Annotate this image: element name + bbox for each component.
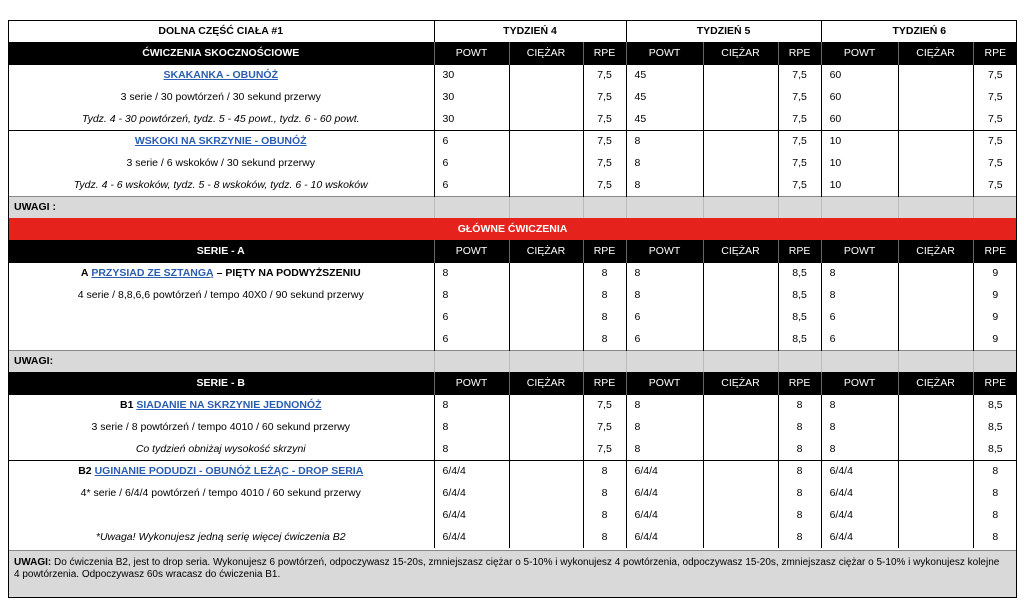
value-cell: 8,5 xyxy=(778,262,821,284)
value-cell xyxy=(509,262,583,284)
value-cell: 6 xyxy=(434,306,509,328)
value-cell: 8 xyxy=(821,284,898,306)
value-cell xyxy=(898,284,973,306)
value-cell: 7,5 xyxy=(778,152,821,174)
value-cell xyxy=(509,482,583,504)
value-cell: 8,5 xyxy=(778,328,821,350)
exercise-description: 3 serie / 30 powtórzeń / 30 sekund przerwy xyxy=(120,91,321,103)
value-cell: 7,5 xyxy=(778,174,821,196)
value-cell xyxy=(703,152,778,174)
value-cell xyxy=(509,174,583,196)
remarks-label: UWAGI : xyxy=(8,196,434,218)
value-cell: 8 xyxy=(626,394,703,416)
footer-remarks-text: Do ćwiczenia B2, jest to drop seria. Wykonujesz 6 powtórzeń, odpoczywasz 15-20s, zmniejszasz ciężar o 5-10% i wykonujesz 4 powtórzenia, odpoczywasz 15-20s, zmniejszasz ciężar o 5-10% i wykonujesz kolejne 4 powtórzenia. Odpoczywasz 60s wracasz do ćwiczenia B1. xyxy=(14,557,1000,580)
exercise-description: 3 serie / 6 wskoków / 30 sekund przerwy xyxy=(126,157,315,169)
value-cell: 8 xyxy=(973,482,1017,504)
exercise-cell xyxy=(8,394,434,416)
value-cell: 8 xyxy=(434,284,509,306)
exercise-cell xyxy=(8,482,434,504)
exercise-cell xyxy=(8,108,434,130)
exercise-cell xyxy=(8,262,434,284)
value-cell xyxy=(898,262,973,284)
value-cell xyxy=(898,152,973,174)
empty-cell xyxy=(583,350,626,372)
exercise-cell xyxy=(8,152,434,174)
series-a-header: SERIE - A xyxy=(8,240,434,262)
table-row xyxy=(8,86,1017,108)
empty-cell xyxy=(973,350,1017,372)
table-row xyxy=(8,130,1017,152)
value-cell: 6/4/4 xyxy=(821,460,898,482)
remarks-label-row xyxy=(8,350,1017,372)
empty-cell xyxy=(583,196,626,218)
exercise-cell xyxy=(8,306,434,328)
col-label-ciezar: CIĘŻAR xyxy=(703,240,778,262)
value-cell xyxy=(703,416,778,438)
col-label-ciezar: CIĘŻAR xyxy=(509,372,583,394)
value-cell: 7,5 xyxy=(583,108,626,130)
value-cell: 7,5 xyxy=(778,130,821,152)
exercise-prefix: A xyxy=(80,267,89,280)
value-cell: 8 xyxy=(626,152,703,174)
title-row xyxy=(8,20,1017,42)
col-label-rpe: RPE xyxy=(583,42,626,64)
empty-cell xyxy=(509,350,583,372)
value-cell: 6 xyxy=(434,152,509,174)
value-cell: 6/4/4 xyxy=(821,504,898,526)
value-cell: 7,5 xyxy=(583,438,626,460)
value-cell: 9 xyxy=(973,328,1017,350)
exercise-note: Co tydzień obniżaj wysokość skrzyni xyxy=(135,442,306,455)
value-cell: 8 xyxy=(583,526,626,548)
value-cell: 10 xyxy=(821,174,898,196)
value-cell xyxy=(509,526,583,548)
value-cell: 6 xyxy=(821,306,898,328)
table-row xyxy=(8,306,1017,328)
value-cell: 8,5 xyxy=(973,438,1017,460)
value-cell xyxy=(509,64,583,86)
empty-cell xyxy=(626,350,703,372)
empty-cell xyxy=(898,350,973,372)
value-cell xyxy=(898,328,973,350)
value-cell xyxy=(509,284,583,306)
value-cell xyxy=(703,130,778,152)
value-cell xyxy=(703,284,778,306)
value-cell: 7,5 xyxy=(583,64,626,86)
col-label-powt: POWT xyxy=(434,240,509,262)
exercise-note: Tydz. 4 - 30 powtórzeń, tydz. 5 - 45 powt., tydz. 6 - 60 powt. xyxy=(81,112,360,125)
value-cell: 8 xyxy=(583,284,626,306)
value-cell: 6 xyxy=(434,328,509,350)
series-b-header-row xyxy=(8,372,1017,394)
value-cell: 7,5 xyxy=(583,152,626,174)
value-cell: 8 xyxy=(583,482,626,504)
table-row xyxy=(8,416,1017,438)
value-cell: 8 xyxy=(434,438,509,460)
value-cell: 30 xyxy=(434,108,509,130)
value-cell: 6/4/4 xyxy=(821,526,898,548)
value-cell xyxy=(509,416,583,438)
value-cell: 9 xyxy=(973,262,1017,284)
col-label-ciezar: CIĘŻAR xyxy=(898,42,973,64)
value-cell: 7,5 xyxy=(583,394,626,416)
empty-cell xyxy=(703,196,778,218)
value-cell xyxy=(509,328,583,350)
value-cell: 9 xyxy=(973,284,1017,306)
empty-cell xyxy=(898,196,973,218)
series-a-header-row xyxy=(8,240,1017,262)
exercise-cell xyxy=(8,328,434,350)
value-cell xyxy=(509,460,583,482)
value-cell xyxy=(898,504,973,526)
value-cell: 8 xyxy=(583,306,626,328)
col-label-rpe: RPE xyxy=(973,42,1017,64)
table-row xyxy=(8,328,1017,350)
value-cell: 6/4/4 xyxy=(434,482,509,504)
col-label-ciezar: CIĘŻAR xyxy=(898,240,973,262)
value-cell: 10 xyxy=(821,130,898,152)
table-row xyxy=(8,284,1017,306)
value-cell: 6/4/4 xyxy=(626,460,703,482)
plyo-section-header-row xyxy=(8,42,1017,64)
value-cell xyxy=(898,174,973,196)
value-cell: 8 xyxy=(434,262,509,284)
week-5-header: TYDZIEŃ 5 xyxy=(626,20,821,42)
empty-cell xyxy=(434,196,509,218)
value-cell: 6 xyxy=(626,306,703,328)
col-label-powt: POWT xyxy=(626,240,703,262)
exercise-cell xyxy=(8,130,434,152)
value-cell: 45 xyxy=(626,86,703,108)
week-4-header: TYDZIEŃ 4 xyxy=(434,20,626,42)
value-cell: 7,5 xyxy=(583,130,626,152)
value-cell: 7,5 xyxy=(973,174,1017,196)
table-row xyxy=(8,108,1017,130)
value-cell xyxy=(509,394,583,416)
value-cell: 7,5 xyxy=(778,86,821,108)
value-cell: 8 xyxy=(973,504,1017,526)
value-cell: 6/4/4 xyxy=(626,504,703,526)
col-label-powt: POWT xyxy=(821,240,898,262)
value-cell xyxy=(509,504,583,526)
exercise-cell xyxy=(8,64,434,86)
value-cell: 45 xyxy=(626,64,703,86)
value-cell xyxy=(703,262,778,284)
value-cell xyxy=(703,108,778,130)
value-cell: 7,5 xyxy=(583,86,626,108)
value-cell: 8 xyxy=(778,504,821,526)
value-cell: 6/4/4 xyxy=(434,526,509,548)
value-cell: 8 xyxy=(583,262,626,284)
value-cell xyxy=(703,482,778,504)
value-cell xyxy=(898,526,973,548)
value-cell xyxy=(703,526,778,548)
table-row xyxy=(8,262,1017,284)
exercise-cell xyxy=(8,438,434,460)
exercise-link[interactable]: SIADANIE NA SKRZYNIE JEDNONÓŻ xyxy=(136,399,322,412)
empty-cell xyxy=(821,196,898,218)
col-label-powt: POWT xyxy=(821,372,898,394)
value-cell: 7,5 xyxy=(778,64,821,86)
value-cell: 6/4/4 xyxy=(434,504,509,526)
value-cell xyxy=(703,306,778,328)
value-cell xyxy=(703,64,778,86)
value-cell xyxy=(509,108,583,130)
value-cell: 8 xyxy=(973,460,1017,482)
value-cell: 8,5 xyxy=(973,416,1017,438)
value-cell: 6/4/4 xyxy=(821,482,898,504)
value-cell xyxy=(703,328,778,350)
value-cell: 7,5 xyxy=(973,152,1017,174)
value-cell: 8 xyxy=(626,262,703,284)
page-title: DOLNA CZĘŚĆ CIAŁA #1 xyxy=(158,25,284,37)
exercise-cell xyxy=(8,174,434,196)
value-cell: 8 xyxy=(778,416,821,438)
exercise-suffix: – PIĘTY NA PODWYŻSZENIU xyxy=(216,267,361,280)
col-label-ciezar: CIĘŻAR xyxy=(509,240,583,262)
value-cell: 7,5 xyxy=(778,108,821,130)
table-row xyxy=(8,460,1017,482)
empty-cell xyxy=(703,350,778,372)
value-cell: 8 xyxy=(821,438,898,460)
value-cell: 8,5 xyxy=(973,394,1017,416)
exercise-description: 4 serie / 8,8,6,6 powtórzeń / tempo 40X0 / 90 sekund przerwy xyxy=(77,289,364,301)
exercise-description: 3 serie / 8 powtórzeń / tempo 4010 / 60 sekund przerwy xyxy=(91,421,351,433)
value-cell: 8 xyxy=(821,394,898,416)
value-cell xyxy=(703,174,778,196)
value-cell: 7,5 xyxy=(583,416,626,438)
value-cell: 6/4/4 xyxy=(626,526,703,548)
exercise-link[interactable]: WSKOKI NA SKRZYNIE - OBUNÓŻ xyxy=(134,135,307,148)
footer-remarks-label: UWAGI: xyxy=(14,557,52,568)
value-cell: 8 xyxy=(778,394,821,416)
value-cell: 6 xyxy=(821,328,898,350)
empty-cell xyxy=(973,196,1017,218)
value-cell xyxy=(898,460,973,482)
value-cell: 9 xyxy=(973,306,1017,328)
value-cell: 60 xyxy=(821,108,898,130)
value-cell xyxy=(898,306,973,328)
value-cell xyxy=(703,394,778,416)
table-row xyxy=(8,394,1017,416)
value-cell: 10 xyxy=(821,152,898,174)
value-cell: 7,5 xyxy=(973,64,1017,86)
exercise-link[interactable]: UGINANIE PODUDZI - OBUNÓŻ LEŻĄC - DROP SERIA xyxy=(94,465,364,478)
value-cell: 8,5 xyxy=(778,306,821,328)
workout-table xyxy=(8,20,1017,548)
empty-cell xyxy=(509,196,583,218)
value-cell xyxy=(898,64,973,86)
value-cell: 8 xyxy=(583,504,626,526)
exercise-prefix: B1 xyxy=(120,399,134,412)
col-label-rpe: RPE xyxy=(778,372,821,394)
exercise-cell xyxy=(8,526,434,548)
exercise-cell xyxy=(8,416,434,438)
value-cell: 8 xyxy=(434,394,509,416)
value-cell: 8 xyxy=(626,130,703,152)
main-section-row xyxy=(8,218,1017,240)
value-cell xyxy=(509,438,583,460)
col-label-powt: POWT xyxy=(626,42,703,64)
value-cell xyxy=(898,438,973,460)
value-cell xyxy=(898,86,973,108)
exercise-cell xyxy=(8,86,434,108)
table-row xyxy=(8,152,1017,174)
series-b-header: SERIE - B xyxy=(8,372,434,394)
footer-remarks xyxy=(8,550,1017,598)
value-cell xyxy=(898,416,973,438)
col-label-ciezar: CIĘŻAR xyxy=(703,372,778,394)
empty-cell xyxy=(626,196,703,218)
value-cell xyxy=(703,460,778,482)
value-cell: 8 xyxy=(626,174,703,196)
value-cell: 7,5 xyxy=(973,108,1017,130)
col-label-rpe: RPE xyxy=(583,240,626,262)
table-row xyxy=(8,482,1017,504)
value-cell: 7,5 xyxy=(973,130,1017,152)
remarks-label-row xyxy=(8,196,1017,218)
value-cell: 8,5 xyxy=(778,284,821,306)
value-cell: 6/4/4 xyxy=(434,460,509,482)
col-label-ciezar: CIĘŻAR xyxy=(509,42,583,64)
value-cell: 30 xyxy=(434,86,509,108)
col-label-rpe: RPE xyxy=(778,240,821,262)
exercise-description: 4* serie / 6/4/4 powtórzeń / tempo 4010 / 60 sekund przerwy xyxy=(80,487,361,499)
empty-cell xyxy=(778,196,821,218)
value-cell xyxy=(898,394,973,416)
value-cell xyxy=(703,438,778,460)
col-label-powt: POWT xyxy=(626,372,703,394)
exercise-note: *Uwaga! Wykonujesz jedną serię więcej ćwiczenia B2 xyxy=(95,531,346,543)
value-cell: 8 xyxy=(778,482,821,504)
main-section-header: GŁÓWNE ĆWICZENIA xyxy=(8,218,1017,240)
value-cell xyxy=(898,482,973,504)
remarks-label: UWAGI: xyxy=(8,350,434,372)
table-row xyxy=(8,438,1017,460)
value-cell: 60 xyxy=(821,64,898,86)
value-cell: 8 xyxy=(778,460,821,482)
table-row xyxy=(8,504,1017,526)
value-cell xyxy=(703,504,778,526)
empty-cell xyxy=(778,350,821,372)
exercise-cell xyxy=(8,284,434,306)
value-cell: 8 xyxy=(626,438,703,460)
col-label-ciezar: CIĘŻAR xyxy=(898,372,973,394)
col-label-rpe: RPE xyxy=(973,240,1017,262)
exercise-cell xyxy=(8,504,434,526)
value-cell: 8 xyxy=(973,526,1017,548)
value-cell: 30 xyxy=(434,64,509,86)
value-cell xyxy=(509,86,583,108)
value-cell: 8 xyxy=(583,460,626,482)
value-cell: 8 xyxy=(821,416,898,438)
value-cell: 45 xyxy=(626,108,703,130)
empty-cell xyxy=(434,350,509,372)
table-row xyxy=(8,526,1017,548)
value-cell: 8 xyxy=(778,526,821,548)
exercise-link[interactable]: SKAKANKA - OBUNÓŻ xyxy=(163,69,279,82)
exercise-note: Tydz. 4 - 6 wskoków, tydz. 5 - 8 wskoków, tydz. 6 - 10 wskoków xyxy=(73,178,368,191)
exercise-link[interactable]: PRZYSIAD ZE SZTANGĄ xyxy=(91,267,214,280)
value-cell: 8 xyxy=(821,262,898,284)
value-cell: 6 xyxy=(434,130,509,152)
value-cell: 6 xyxy=(434,174,509,196)
value-cell xyxy=(898,108,973,130)
value-cell: 8 xyxy=(778,438,821,460)
value-cell: 8 xyxy=(434,416,509,438)
exercise-cell xyxy=(8,460,434,482)
table-row xyxy=(8,174,1017,196)
col-label-ciezar: CIĘŻAR xyxy=(703,42,778,64)
empty-cell xyxy=(821,350,898,372)
week-6-header: TYDZIEŃ 6 xyxy=(821,20,1017,42)
value-cell xyxy=(509,152,583,174)
value-cell xyxy=(509,130,583,152)
col-label-rpe: RPE xyxy=(778,42,821,64)
value-cell: 7,5 xyxy=(583,174,626,196)
col-label-powt: POWT xyxy=(434,372,509,394)
plyo-section-header: ĆWICZENIA SKOCZNOŚCIOWE xyxy=(8,42,434,64)
value-cell xyxy=(898,130,973,152)
exercise-prefix: B2 xyxy=(78,465,92,478)
value-cell: 7,5 xyxy=(973,86,1017,108)
value-cell: 8 xyxy=(626,416,703,438)
value-cell xyxy=(703,86,778,108)
value-cell: 6 xyxy=(626,328,703,350)
col-label-powt: POWT xyxy=(434,42,509,64)
col-label-rpe: RPE xyxy=(973,372,1017,394)
value-cell: 8 xyxy=(583,328,626,350)
col-label-powt: POWT xyxy=(821,42,898,64)
value-cell: 8 xyxy=(626,284,703,306)
value-cell: 60 xyxy=(821,86,898,108)
value-cell: 6/4/4 xyxy=(626,482,703,504)
col-label-rpe: RPE xyxy=(583,372,626,394)
table-row xyxy=(8,64,1017,86)
value-cell xyxy=(509,306,583,328)
